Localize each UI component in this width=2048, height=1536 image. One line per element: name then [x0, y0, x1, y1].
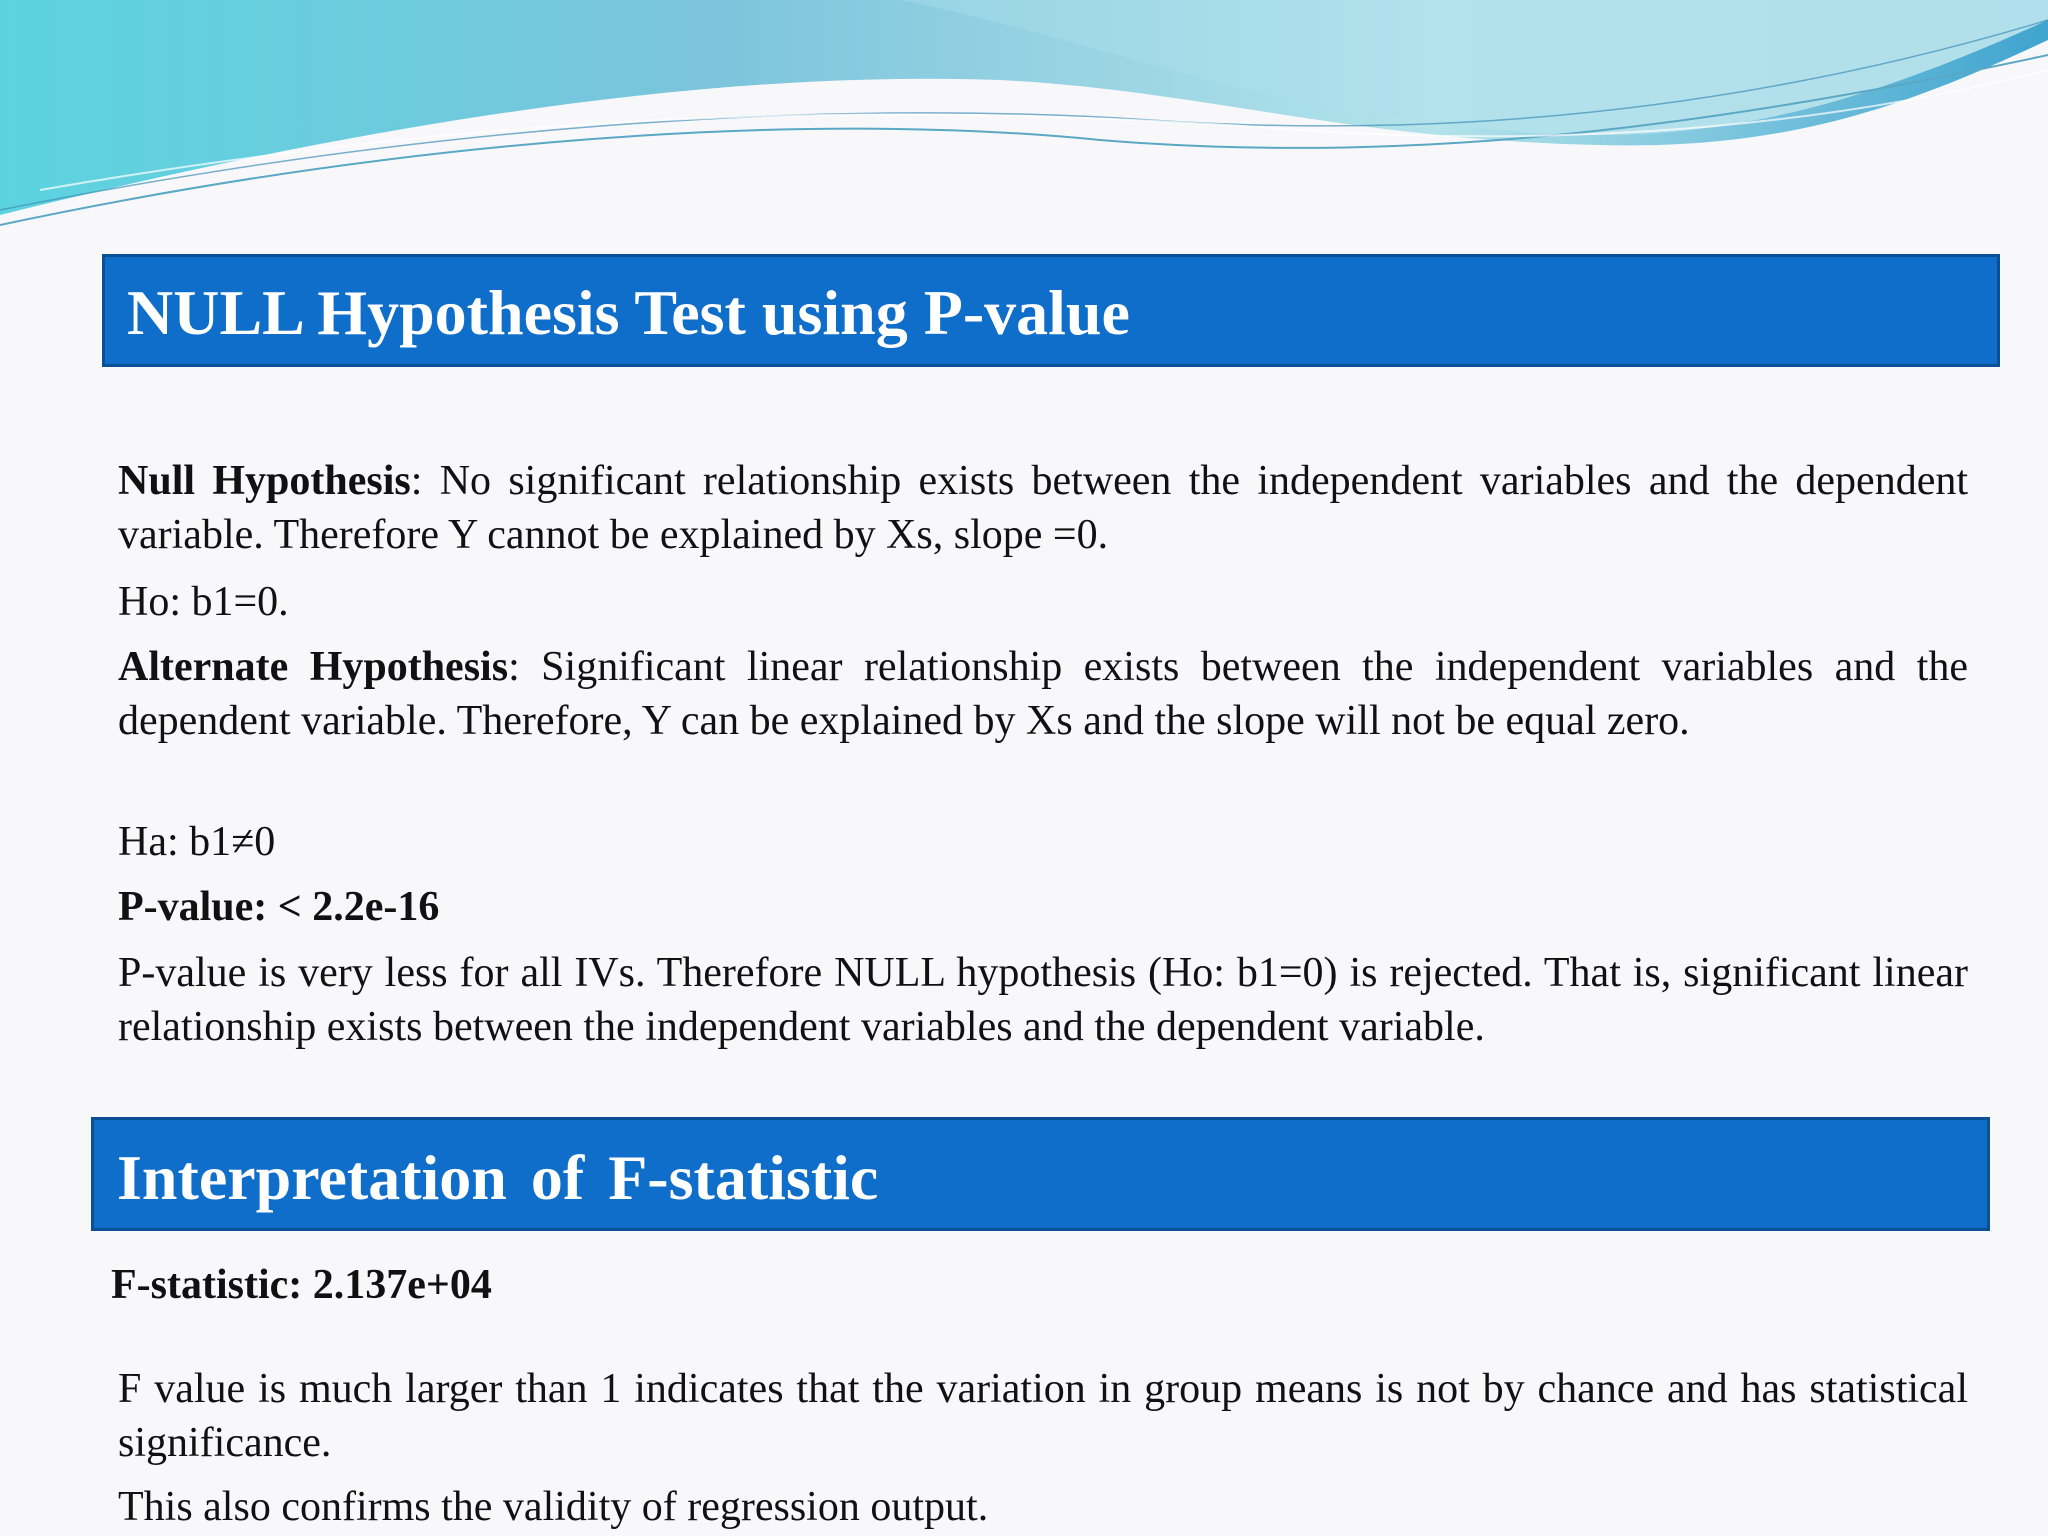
title-bar-null-hypothesis [102, 254, 2000, 367]
section-title: NULL Hypothesis Test using P-value [127, 277, 1130, 348]
f-value-interpretation: F value is much larger than 1 indicates that the variation in group means is not by chance and has statistical significance. [118, 1366, 1968, 1466]
null-hypothesis-label: Null Hypothesis [118, 458, 411, 504]
pvalue-statement: P-value: < 2.2e-16 [118, 884, 440, 930]
f-statistic-value: F-statistic: 2.137e+04 [111, 1262, 492, 1308]
null-hypothesis-text: : No significant relationship exists between the independent variables and the dependent variable. Therefore Y cannot be explained by Xs, slope =0. [118, 458, 1968, 558]
ho-statement: Ho: b1=0. [118, 579, 289, 625]
null-hypothesis-paragraph [118, 454, 1968, 562]
pvalue-interpretation: P-value is very less for all IVs. Therefore NULL hypothesis (Ho: b1=0) is rejected. That is, significant linear relationship exists between the independent variables and the dependent variable. [118, 950, 1968, 1050]
alternate-hypothesis-label: Alternate Hypothesis [118, 644, 509, 690]
decorative-wave-header [0, 0, 2048, 240]
ha-statement: Ha: b1≠0 [118, 819, 276, 865]
section-title: Interpretation of F-statistic [117, 1142, 879, 1213]
title-bar-f-statistic [91, 1117, 1990, 1231]
regression-validity-statement: This also confirms the validity of regression output. [118, 1484, 989, 1530]
alternate-hypothesis-text: : Significant linear relationship exists between the independent variables and the dependent variable. Therefore, Y can be explained by Xs and the slope will not be equal zero. [118, 644, 1968, 744]
alternate-hypothesis-paragraph [118, 640, 1968, 748]
